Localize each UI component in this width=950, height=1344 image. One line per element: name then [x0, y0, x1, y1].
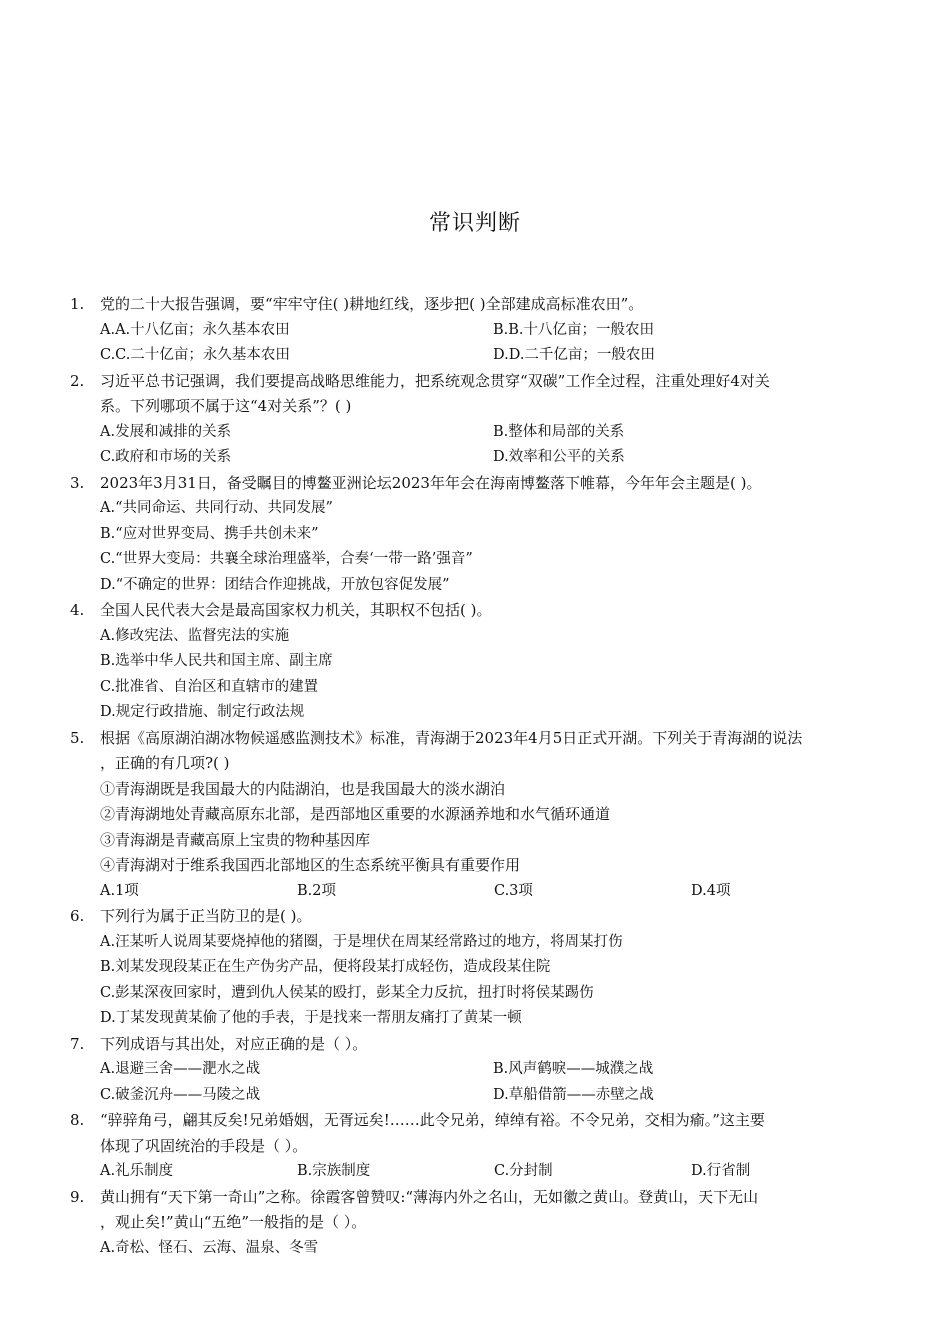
question-stem-cont: 系。下列哪项不属于这“4对关系”？( ) [100, 397, 352, 415]
option-a: A.发展和减排的关系 [100, 423, 232, 440]
option-c: C.3项 [494, 882, 533, 899]
question-stem: 全国人民代表大会是最高国家权力机关，其职权不包括( )。 [100, 601, 492, 619]
question-stem: “骍骍角弓，翩其反矣!兄弟婚姻，无胥远矣!……此令兄弟，绰绰有裕。不令兄弟，交相为瘉。”这主要 [100, 1111, 765, 1129]
option-c: C.彭某深夜回家时，遭到仇人侯某的殴打，彭某全力反抗，扭打时将侯某踢伤 [100, 984, 594, 1001]
option-c: C.“世界大变局：共襄全球治理盛举，合奏‘一带一路’强音” [100, 551, 473, 567]
question-number: 1. [70, 295, 85, 313]
question-number: 5. [70, 728, 85, 747]
option-b: B.“应对世界变局、携手共创未来” [100, 525, 319, 542]
statement-1: ①青海湖既是我国最大的内陆湖泊，也是我国最大的淡水湖泊 [100, 779, 506, 798]
option-a: A.礼乐制度 [100, 1163, 174, 1179]
question-8 [70, 1108, 880, 1185]
option-a: A.奇松、怪石、云海、温泉、冬雪 [100, 1239, 319, 1256]
option-d: D.4项 [691, 882, 731, 899]
statement-3: ③青海湖是青藏高原上宝贵的物种基因库 [100, 830, 371, 849]
question-stem-cont: 体现了巩固统治的手段是（ ）。 [100, 1136, 308, 1155]
option-c: C.批准省、自治区和直辖市的建置 [100, 678, 319, 695]
option-d: D.效率和公平的关系 [493, 449, 625, 465]
question-3 [70, 471, 880, 599]
question-number: 2. [70, 371, 85, 390]
option-b: B.选举中华人民共和国主席、副主席 [100, 653, 333, 669]
option-a: A.“共同命运、共同行动、共同发展” [100, 500, 333, 516]
question-number: 9. [70, 1187, 85, 1206]
option-d: D.D.二千亿亩；一般农田 [493, 347, 655, 363]
option-d: D.行省制 [691, 1163, 751, 1179]
option-a: A.修改宪法、监督宪法的实施 [100, 627, 290, 644]
option-b: B.2项 [297, 882, 336, 899]
question-number: 7. [70, 1034, 85, 1053]
question-2 [70, 369, 880, 471]
option-b: B.风声鹤唳——城濮之战 [493, 1061, 654, 1077]
option-b: B.宗族制度 [297, 1163, 371, 1179]
option-d: D.草船借箭——赤壁之战 [493, 1086, 654, 1103]
question-stem: 下列成语与其出处，对应正确的是（ ）。 [100, 1034, 368, 1053]
option-d: D.丁某发现黄某偷了他的手表，于是找来一帮朋友痛打了黄某一顿 [100, 1010, 522, 1026]
question-4 [70, 598, 880, 726]
option-c: C.政府和市场的关系 [100, 449, 232, 465]
option-c: C.破釜沉舟——马陵之战 [100, 1086, 261, 1103]
question-9 [70, 1185, 880, 1262]
question-list [70, 292, 880, 1261]
option-b: B.刘某发现段某正在生产伪劣产品，便将段某打成轻伤，造成段某住院 [100, 959, 551, 975]
option-c: C.分封制 [494, 1163, 553, 1179]
question-stem-cont: ，正确的有几项?( ) [100, 754, 230, 772]
option-a: A.退避三舍——淝水之战 [100, 1061, 261, 1077]
question-stem: 党的二十大报告强调，要“牢牢守住( )耕地红线，逐步把( )全部建成高标准农田”。 [100, 295, 644, 313]
option-a: A.A.十八亿亩；永久基本农田 [100, 321, 290, 338]
question-stem: 习近平总书记强调，我们要提高战略思维能力，把系统观念贯穿“双碳”工作全过程，注重处理好4对关 [100, 371, 770, 390]
question-1 [70, 292, 880, 369]
question-5 [70, 726, 880, 905]
question-number: 3. [70, 473, 85, 492]
page-title: 常识判断 [428, 211, 521, 236]
question-number: 8. [70, 1111, 85, 1129]
option-a: A.1项 [100, 882, 139, 899]
option-d: D.“不确定的世界：团结合作迎挑战，开放包容促发展” [100, 576, 450, 593]
option-c: C.C.二十亿亩；永久基本农田 [100, 347, 290, 363]
option-b: B.整体和局部的关系 [493, 423, 625, 440]
question-7 [70, 1032, 880, 1109]
question-6 [70, 904, 880, 1032]
question-stem: 根据《高原湖泊湖冰物候遥感监测技术》标准，青海湖于2023年4月5日正式开湖。下列关于青海湖的说法 [100, 728, 803, 747]
question-number: 6. [70, 907, 85, 925]
question-number: 4. [70, 601, 85, 619]
option-d: D.规定行政措施、制定行政法规 [100, 704, 305, 720]
statement-4: ④青海湖对于维系我国西北部地区的生态系统平衡具有重要作用 [100, 856, 521, 874]
option-b: B.B.十八亿亩；一般农田 [493, 321, 655, 338]
question-stem-cont: ，观止矣!”黄山“五绝”一般指的是（ ）。 [100, 1213, 367, 1231]
statement-2: ②青海湖地处青藏高原东北部，是西部地区重要的水源涵养地和水气循环通道 [100, 805, 611, 823]
question-stem: 2023年3月31日，备受瞩目的博鳌亚洲论坛2023年年会在海南博鳌落下帷幕，今年年会主题是( )。 [100, 473, 762, 492]
option-a: A.汪某听人说周某要烧掉他的猪圈，于是埋伏在周某经常路过的地方，将周某打伤 [100, 933, 623, 950]
question-stem: 下列行为属于正当防卫的是( )。 [100, 907, 312, 925]
question-stem: 黄山拥有“天下第一奇山”之称。徐霞客曾赞叹:“薄海内外之名山，无如徽之黄山。登黄山，天下无山 [100, 1187, 759, 1206]
